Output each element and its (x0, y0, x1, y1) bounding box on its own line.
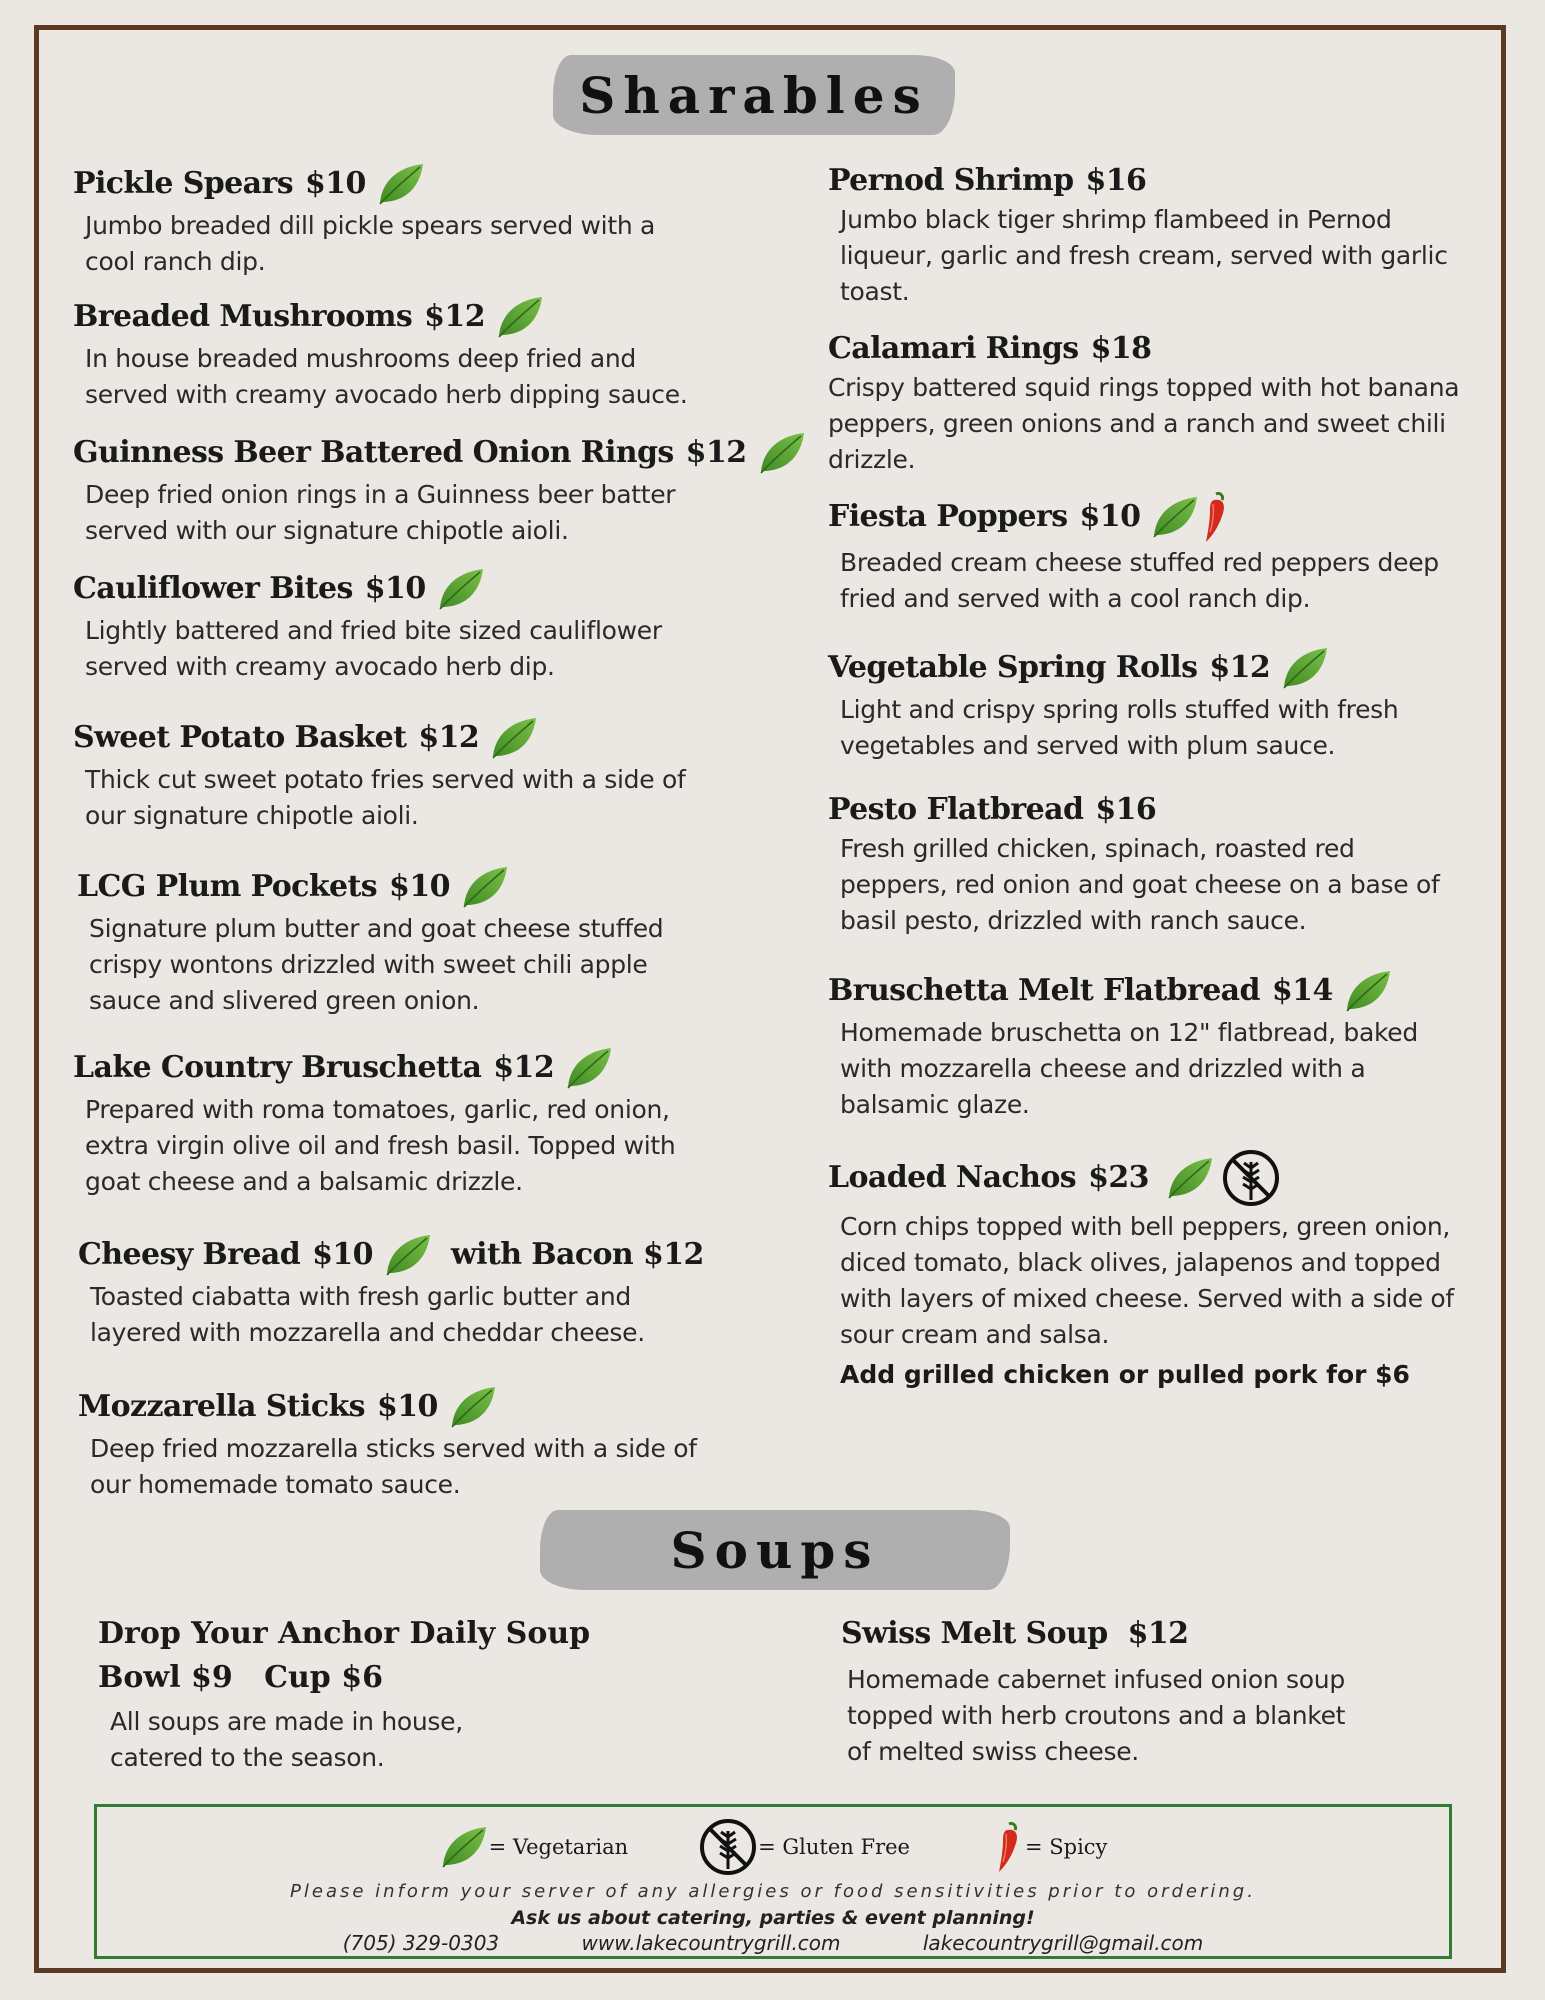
item-desc-line: Homemade bruschetta on 12" flatbread, baked (840, 1018, 1418, 1047)
item-name: Cauliflower Bites (73, 571, 353, 606)
menu-item-loaded-nachos (828, 1148, 1454, 1393)
item-price: $10 (376, 1389, 438, 1424)
item-price: $10 (364, 571, 426, 606)
pepper-icon (995, 1820, 1025, 1874)
item-name: Pernod Shrimp (828, 163, 1074, 198)
item-name: LCG Plum Pockets (77, 869, 378, 904)
legend-vegetarian-label: = Vegetarian (488, 1835, 629, 1859)
contact-line (97, 1931, 1449, 1955)
legend-spicy-label: = Spicy (1024, 1835, 1108, 1859)
item-desc-line: peppers, red onion and goat cheese on a base of (840, 870, 1440, 899)
menu-item-mozzarella-sticks (78, 1384, 697, 1503)
item-desc-line: Jumbo breaded dill pickle spears served with a (85, 211, 656, 240)
soups-banner (540, 1510, 1010, 1590)
gluten-free-icon (698, 1817, 758, 1877)
item-name: Cheesy Bread (78, 1237, 301, 1272)
item-desc-line: Breaded cream cheese stuffed red peppers deep (840, 548, 1439, 577)
item-desc-line: our signature chipotle aioli. (85, 801, 419, 830)
menu-item-fiesta-poppers (828, 490, 1439, 617)
menu-item-cauliflower-bites (73, 566, 662, 685)
menu-item-spring-rolls (828, 645, 1398, 764)
item-price: $12 (493, 1050, 555, 1085)
item-name: Fiesta Poppers (828, 499, 1068, 534)
allergy-notice: Please inform your server of any allergies or food sensitivities prior to ordering. (290, 1881, 1256, 1902)
item-desc-line: All soups are made in house, (110, 1707, 463, 1736)
item-name: Guinness Beer Battered Onion Rings (73, 435, 674, 470)
legend-vegetarian (439, 1824, 629, 1870)
item-price: $10 (1079, 499, 1141, 534)
item-price: $10 (305, 166, 366, 201)
item-price: Bowl $9 Cup $6 (98, 1660, 383, 1695)
item-extra-option: with Bacon $12 (450, 1237, 704, 1272)
item-price: $18 (1090, 331, 1152, 366)
item-desc-line: our homemade tomato sauce. (90, 1470, 461, 1499)
item-desc-line: In house breaded mushrooms deep fried and (85, 344, 636, 373)
item-name: Bruschetta Melt Flatbread (828, 973, 1260, 1008)
menu-item-breaded-mushrooms (73, 294, 687, 413)
item-name: Pesto Flatbread (828, 792, 1084, 827)
item-price: $12 (424, 299, 485, 334)
gluten-free-icon (1221, 1148, 1281, 1208)
item-price: $12 (418, 720, 480, 755)
item-price: $10 (389, 869, 450, 904)
item-price: $10 (312, 1237, 373, 1272)
sharables-title: Sharables (579, 65, 929, 125)
item-name: Pickle Spears (73, 166, 293, 201)
item-desc-line: Jumbo black tiger shrimp flambeed in Pernod (840, 205, 1392, 234)
leaf-icon (495, 294, 545, 340)
leaf-icon (1280, 645, 1330, 691)
legend-row (97, 1817, 1449, 1877)
item-desc-line: catered to the season. (110, 1743, 385, 1772)
item-desc-line: Signature plum butter and goat cheese stuffed (89, 914, 664, 943)
menu-item-swiss-melt-soup (841, 1612, 1345, 1770)
item-desc-line: Light and crispy spring rolls stuffed with fresh (840, 695, 1399, 724)
item-desc-line: basil pesto, drizzled with ranch sauce. (840, 906, 1307, 935)
item-desc-line: balsamic glaze. (840, 1090, 1030, 1119)
item-name: Swiss Melt Soup (841, 1616, 1108, 1651)
menu-item-daily-soup (98, 1612, 590, 1776)
menu-item-sweet-potato-basket (73, 715, 685, 834)
website-link[interactable]: www.lakecountrygrill.com (581, 1931, 841, 1955)
leaf-icon (376, 161, 426, 207)
item-addon-note: Add grilled chicken or pulled pork for $6 (840, 1360, 1410, 1389)
item-desc-line: vegetables and served with plum sauce. (840, 731, 1336, 760)
soups-title: Soups (670, 1520, 880, 1580)
item-desc-line: drizzle. (828, 445, 916, 474)
item-desc-line: Crispy battered squid rings topped with hot banana (828, 373, 1460, 402)
menu-item-pickle-spears (73, 161, 655, 280)
item-desc-line: Prepared with roma tomatoes, garlic, red onion, (85, 1095, 670, 1124)
item-price: $12 (1209, 650, 1271, 685)
legend-spicy (995, 1820, 1107, 1874)
leaf-icon (489, 715, 539, 761)
item-price: $16 (1095, 792, 1157, 827)
item-desc-line: Homemade cabernet infused onion soup (847, 1665, 1345, 1694)
leaf-icon (1343, 968, 1393, 1014)
item-desc-line: layered with mozzarella and cheddar cheese. (90, 1318, 645, 1347)
leaf-icon (1150, 494, 1200, 540)
item-desc-line: extra virgin olive oil and fresh basil. Topped with (85, 1131, 676, 1160)
sharables-banner (553, 55, 955, 135)
item-name: Lake Country Bruschetta (73, 1050, 482, 1085)
leaf-icon (439, 1824, 489, 1870)
email-link[interactable]: lakecountrygrill@gmail.com (922, 1931, 1204, 1955)
item-desc-line: with mozzarella cheese and drizzled with a (840, 1054, 1366, 1083)
item-desc-line: fried and served with a cool ranch dip. (840, 584, 1311, 613)
menu-item-cheesy-bread (78, 1232, 704, 1351)
item-desc-line: liqueur, garlic and fresh cream, served with garlic (840, 241, 1448, 270)
legend-box (94, 1804, 1452, 1959)
item-price: $23 (1088, 1160, 1149, 1195)
legend-gluten-free-label: = Gluten Free (758, 1835, 910, 1859)
item-desc-line: Deep fried mozzarella sticks served with a side of (90, 1434, 697, 1463)
item-desc-line: toast. (840, 277, 910, 306)
leaf-icon (564, 1045, 614, 1091)
leaf-icon (757, 430, 807, 476)
menu-item-pernod-shrimp (828, 161, 1448, 310)
item-name: Breaded Mushrooms (73, 299, 413, 334)
item-name: Calamari Rings (828, 331, 1079, 366)
item-price: $12 (685, 435, 747, 470)
leaf-icon (383, 1232, 433, 1278)
phone-number: (705) 329-0303 (342, 1931, 500, 1955)
item-desc-line: cool ranch dip. (85, 247, 266, 276)
item-name: Mozzarella Sticks (78, 1389, 365, 1424)
item-desc-line: of melted swiss cheese. (847, 1737, 1139, 1766)
item-desc-line: topped with herb croutons and a blanket (847, 1701, 1346, 1730)
item-desc-line: diced tomato, black olives, jalapenos and topped (840, 1248, 1441, 1277)
item-desc-line: Thick cut sweet potato fries served with a side of (85, 765, 686, 794)
menu-item-calamari-rings (828, 329, 1459, 478)
leaf-icon (436, 566, 486, 612)
item-desc-line: peppers, green onions and a ranch and sweet chili (828, 409, 1446, 438)
menu-item-onion-rings (73, 430, 807, 549)
item-desc-line: Deep fried onion rings in a Guinness beer batter (85, 480, 676, 509)
item-desc-line: served with our signature chipotle aioli. (85, 516, 569, 545)
item-desc-line: sauce and slivered green onion. (89, 986, 480, 1015)
item-name: Drop Your Anchor Daily Soup (98, 1616, 591, 1651)
item-name: Loaded Nachos (828, 1160, 1077, 1195)
leaf-icon (460, 864, 510, 910)
item-desc-line: Corn chips topped with bell peppers, green onion, (840, 1212, 1451, 1241)
item-desc-line: crispy wontons drizzled with sweet chili apple (89, 950, 648, 979)
legend-gluten-free (698, 1817, 910, 1877)
menu-item-pesto-flatbread (828, 790, 1439, 939)
item-price: $16 (1085, 163, 1147, 198)
menu-item-plum-pockets (77, 864, 663, 1019)
item-price: $12 (1127, 1616, 1189, 1651)
item-name: Vegetable Spring Rolls (828, 650, 1198, 685)
item-desc-line: served with creamy avocado herb dip. (85, 652, 555, 681)
item-desc-line: with layers of mixed cheese. Served with a side of (840, 1284, 1454, 1313)
item-desc-line: goat cheese and a balsamic drizzle. (85, 1167, 523, 1196)
item-desc-line: Fresh grilled chicken, spinach, roasted red (840, 834, 1355, 863)
leaf-icon (448, 1384, 498, 1430)
item-desc-line: served with creamy avocado herb dipping sauce. (85, 380, 688, 409)
item-desc-line: sour cream and salsa. (840, 1320, 1110, 1349)
menu-item-bruschetta-melt-flatbread (828, 968, 1418, 1123)
pepper-icon (1202, 490, 1232, 544)
item-desc-line: Lightly battered and fried bite sized cauliflower (85, 616, 662, 645)
item-name: Sweet Potato Basket (73, 720, 407, 755)
item-desc-line: Toasted ciabatta with fresh garlic butter and (90, 1282, 631, 1311)
menu-item-lake-country-bruschetta (73, 1045, 675, 1200)
leaf-icon (1165, 1155, 1215, 1201)
item-price: $14 (1271, 973, 1333, 1008)
catering-promo: Ask us about catering, parties & event planning! (511, 1907, 1035, 1929)
